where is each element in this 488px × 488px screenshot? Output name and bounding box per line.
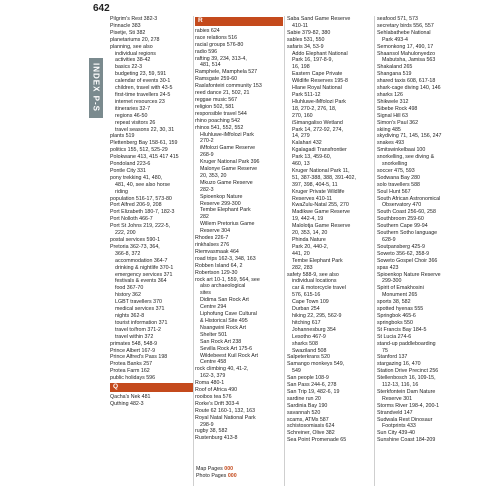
index-subentry: Centre 294 — [200, 304, 227, 311]
index-entry: rinkhalses 276 — [195, 242, 230, 248]
index-entry: springboks 550 — [377, 319, 413, 326]
index-entry: soccer 475, 593 — [377, 167, 415, 174]
index-subentry: activities 38-42 — [115, 57, 151, 64]
index-entry: Riemvasmaak 464 — [195, 248, 239, 255]
index-subentry: itineraries 32-7 — [115, 105, 151, 112]
index-subentry: first-time travellers 24-5 — [115, 91, 171, 98]
index-subentry: medical services 371 — [115, 306, 165, 313]
index-entry: reggae music 567 — [195, 96, 238, 103]
index-subentry: Observatory 470 — [382, 202, 422, 209]
index-subentry: 481, 514 — [200, 62, 221, 69]
index-subentry: 162-3, 379 — [200, 373, 226, 380]
index-subentry: Didima San Rock Art — [200, 297, 249, 304]
index-subentry: drinking & nightlife 370-1 — [115, 264, 174, 271]
index-entry: rock climbing 40, 41-2, — [195, 366, 249, 373]
index-subentry: Durban 254 — [292, 306, 320, 313]
index-subentry: 282, 283 — [292, 264, 313, 271]
index-entry: plants 519 — [110, 133, 135, 140]
index-entry: Station Drive Precinct 256 — [377, 368, 439, 375]
index-entry: solo travellers 588 — [377, 181, 420, 188]
index-entry: Protea Banks 257 — [110, 361, 153, 368]
index-entry: Southern Cape 99-94 — [377, 223, 428, 230]
index-entry: skydiving 71, 145, 156, 247 — [377, 133, 442, 140]
index-entry: Ramsgate 259-60 — [195, 76, 238, 83]
index-subentry: Reserve 304 — [200, 228, 231, 235]
index-entry: Sun City 439-40 — [377, 430, 415, 437]
index-entry: Schreiner, Olive 382 — [287, 430, 335, 437]
index-subentry: Willem Pretorius Game — [200, 221, 255, 228]
index-subentry: 268-9 — [200, 152, 214, 159]
index-entry: scams, ATMs 587 — [287, 416, 329, 423]
index-side-tab — [89, 58, 103, 118]
index-entry: snakes 493 — [377, 140, 405, 147]
index-entry: St Francis Bay 184-5 — [377, 326, 427, 333]
index-subentry: travel within 372 — [115, 333, 154, 340]
index-subentry: Phinda Nature — [292, 237, 326, 243]
index-subentry: 270, 160 — [292, 112, 313, 119]
index-entry: St Lucia 274-6 — [377, 333, 412, 340]
index-entry: San Pass 244-6, 278 — [287, 382, 337, 389]
index-subentry: calendar of events 30-1 — [115, 78, 171, 85]
index-subentry: hitching 617 — [292, 319, 321, 326]
index-entry: sharks 126 — [377, 91, 403, 98]
index-subentry: tourist information 371 — [115, 319, 168, 326]
index-entry: Port Nolloth 466-7 — [110, 216, 153, 223]
index-subentry: basics 22-3 — [115, 64, 143, 71]
index-entry: Rorke's Drift 303-4 — [195, 400, 239, 407]
index-subentry: Liphofung Cave Cultural — [200, 311, 257, 318]
index-entry: public holidays 596 — [110, 375, 156, 382]
index-entry: safaris 34, 53-9 — [287, 43, 324, 50]
index-entry: stand-up paddleboarding — [377, 340, 436, 347]
index-entry: spas 423 — [377, 264, 399, 271]
index-subentry: Mabutsha, Jamisa 563 — [382, 57, 436, 64]
index-subentry: Madikwe Game Reserve — [292, 209, 350, 216]
column-divider — [284, 16, 285, 486]
index-column-4 — [377, 16, 467, 444]
index-subentry: 18, 270-2, 276, 18, — [292, 105, 337, 112]
index-entry: pony trekking 41, 480, — [110, 174, 163, 181]
index-subentry: 481, 40, see also horse — [115, 181, 171, 188]
index-entry: savannah 520 — [287, 409, 321, 416]
index-entry: racial groups 576-80 — [195, 41, 244, 48]
index-subentry: 20, 353, 20 — [200, 172, 227, 179]
index-subentry: 14, 279 — [292, 133, 310, 140]
index-subentry: travel to/from 371-2 — [115, 326, 161, 333]
index-entry: primates 548, 548-9 — [110, 340, 158, 347]
index-subentry: Park 493-4 — [382, 36, 408, 43]
index-entry: Prince Albert 167-9 — [110, 347, 156, 354]
index-entry: Strandveld 147 — [377, 409, 413, 416]
index-entry: rugby 38, 582 — [195, 428, 228, 435]
index-letter-heading: Q — [110, 383, 194, 392]
index-subentry: 576, 615-16 — [292, 292, 321, 299]
index-entry: San people 108-9 — [287, 375, 329, 382]
index-subentry: Park 13, 459-60, — [292, 154, 332, 161]
index-subentry: riding — [115, 188, 128, 195]
index-entry: radio 596 — [195, 48, 218, 55]
index-entry: Sabie 379-82, 380 — [287, 29, 331, 36]
index-entry: Salpeterkrans 520 — [287, 354, 330, 361]
index-subentry: Park 14, 272-92, 274, — [292, 126, 343, 133]
index-entry: postal services 590-1 — [110, 237, 161, 243]
index-subentry: KwaZulu-Natal 255, 270 — [292, 202, 349, 209]
index-subentry: iSimangaliso Wetland — [292, 119, 343, 126]
index-subentry: Monument 265 — [382, 292, 418, 299]
side-tab-label: INDEX P-S — [91, 63, 101, 113]
index-subentry: 549 — [292, 368, 301, 375]
index-entry: rock art 10-1, 559, 564, see — [195, 276, 260, 283]
index-entry: Pontle City 331 — [110, 167, 146, 174]
index-entry: Sunshine Coast 184-209 — [377, 437, 436, 444]
index-subentry: Park 16, 197-8-9, — [292, 57, 333, 64]
index-entry: safety 588-9, see also — [287, 271, 339, 278]
index-subentry: Reserve 299-300 — [200, 200, 241, 207]
index-subentry: Malolotja Game Reserve — [292, 223, 351, 230]
index-subentry: 16, 198 — [292, 64, 310, 71]
index-subentry: Kruger National Park 396 — [200, 159, 260, 166]
index-entry: Royal Natal National Park — [195, 414, 256, 421]
index-entry: rafting 39, 234, 313-4, — [195, 55, 247, 62]
index-entry: sardine run 20 — [287, 395, 321, 402]
index-subentry: Addo Elephant National — [292, 50, 348, 57]
index-entry: shark-cage diving 140, 146 — [377, 85, 441, 92]
index-entry: spotted hyenas 555 — [377, 306, 424, 313]
index-subentry: 112-13, 116, 16 — [382, 382, 419, 389]
index-entry: Roof of Africa 490 — [195, 387, 238, 394]
index-entry: Smitswinkelbaai 100 — [377, 147, 426, 154]
index-entry: Qacha's Nek 481 — [110, 393, 151, 400]
index-subentry: 75 — [382, 347, 388, 354]
index-subentry: Cape Town 109 — [292, 299, 329, 306]
index-subentry: Shelter 501 — [200, 331, 228, 338]
index-entry: Soul Hunt 567 — [377, 188, 411, 195]
index-subentry: sites — [200, 290, 211, 297]
index-subentry: 441, 20 — [292, 250, 310, 257]
index-subentry: internet resources 23 — [115, 98, 165, 105]
index-subentry: 397, 398, 404-5, 11 — [292, 181, 338, 188]
index-subentry: 628-9 — [382, 237, 396, 243]
index-subentry: Kruger National Park 11, — [292, 167, 350, 174]
index-entry: planetariums 20, 278 — [110, 36, 160, 43]
index-subentry: Reserves 410-11 — [292, 195, 332, 202]
index-entry: Spioenkop Nature Reserve — [377, 271, 441, 278]
index-entry: Pilgrim's Rest 382-3 — [110, 16, 158, 22]
index-entry: Rustenburg 413-8 — [195, 435, 238, 442]
index-entry: Semonkong 17, 490, 17 — [377, 43, 434, 50]
index-subentry: San Rock Art 238 — [200, 338, 242, 345]
index-entry: Storms River 198-4, 200-1 — [377, 402, 440, 409]
index-subentry: Hlane Royal National — [292, 85, 342, 92]
index-subentry: 51, 387-388, 388, 391-402, — [292, 174, 356, 181]
legend-photo-label: Photo Pages — [196, 473, 227, 479]
index-subentry: Kalahari 432 — [292, 140, 322, 147]
index-subentry: Hluhluwe-iMfolozi Park — [200, 131, 254, 138]
index-subentry: food 367-70 — [115, 285, 144, 292]
index-subentry: & Historical Site 495 — [200, 317, 248, 324]
index-subentry: individual locations — [292, 278, 337, 285]
index-column-1 — [110, 16, 194, 408]
column-divider — [374, 16, 375, 486]
index-entry: South African Astronomical — [377, 195, 441, 202]
index-entry: Stellenbosch 16, 109-15, — [377, 375, 436, 382]
index-entry: sables 531, 550 — [287, 36, 325, 43]
index-subentry: Wildlife Reserves 195-8 — [292, 78, 348, 85]
index-subentry: Lesotho 467-9 — [292, 333, 326, 340]
index-entry: Rhodes 226-7 — [195, 235, 229, 242]
index-subentry: nights 362-8 — [115, 312, 145, 319]
index-subentry: Spioenkop Nature — [200, 193, 243, 200]
index-subentry: Park 20, 440-2, — [292, 243, 329, 250]
index-entry: stargazing 16, 470 — [377, 361, 421, 368]
index-entry: San Trip 19, 482-6, 19 — [287, 388, 340, 395]
index-entry: Saba Sand Game Reserve — [287, 16, 351, 22]
index-subentry: hiking 22, 295, 562-9 — [292, 312, 342, 319]
index-entry: Soutpansberg 425-9 — [377, 243, 426, 250]
legend-map-pages — [196, 466, 237, 473]
index-subentry: 270-2 — [200, 138, 214, 145]
index-entry: Springbok 465-6 — [377, 312, 416, 319]
index-entry: road trips 162-3, 348, 163 — [195, 255, 256, 262]
column-divider — [193, 16, 194, 486]
index-subentry: Nsangwini Rock Art — [200, 324, 246, 331]
index-entry: sports 38, 582 — [377, 299, 411, 306]
index-entry: secretary birds 556, 557 — [377, 22, 434, 29]
index-subentry: Kgalagadi Transfrontier — [292, 147, 347, 154]
index-subentry: regions 46-50 — [115, 112, 148, 119]
index-entry: population 516-17, 573-80 — [110, 195, 172, 202]
index-entry: Samango monkeys 549, — [287, 361, 345, 368]
index-entry: Sibebe Rock 498 — [377, 105, 418, 112]
index-subentry: Tembe Elephant Park — [200, 207, 251, 214]
index-entry: Shakaland 265 — [377, 64, 413, 71]
index-entry: rhinos 541, 552, 552 — [195, 124, 244, 131]
index-entry: Sudwala Rest Dinosaur — [377, 416, 433, 423]
index-subentry: iMfolozi Game Reserve — [200, 145, 256, 152]
legend-map-label: Map Pages — [196, 466, 223, 472]
index-entry: Pondoland 223-6 — [110, 161, 151, 168]
index-entry: Soweto 356-62, 358-9 — [377, 250, 430, 257]
index-entry: Raslafonteiri community 153 — [195, 83, 262, 90]
index-subentry: Eastern Cape Private — [292, 71, 343, 78]
index-entry: shared taxis 608, 617-18 — [377, 78, 436, 85]
index-entry: Sterkfontein Dam Nature — [377, 388, 436, 395]
index-subentry: Kruger Private Wildlife — [292, 188, 345, 195]
index-entry: Port St Johns 219, 222-5, — [110, 223, 171, 230]
index-subentry: travel seasons 22, 30, 31 — [115, 126, 175, 133]
index-subentry: Johannesburg 354 — [292, 326, 336, 333]
index-subentry: history 362 — [115, 292, 141, 299]
index-entry: Sardinia Bay 190 — [287, 402, 328, 409]
index-subentry: 299-300 — [382, 278, 402, 285]
index-entry: Robben Island 64, 2 — [195, 262, 243, 269]
index-entry: Pretoria 362-73, 364, — [110, 243, 160, 250]
index-entry: Simon's Paul 362 — [377, 119, 419, 126]
index-entry: rhino poaching 542 — [195, 117, 241, 124]
index-subentry: Mkuzo Game Reserve — [200, 179, 253, 186]
index-subentry: budgeting 23, 59, 591 — [115, 71, 167, 78]
index-entry: Polokwane 413, 415 417 415 — [110, 154, 179, 161]
index-subentry: also archaeological — [200, 283, 246, 290]
index-entry: responsible travel 544 — [195, 110, 247, 117]
index-subentry: emergency services 371 — [115, 271, 173, 278]
legend-photo-value: 000 — [227, 473, 237, 479]
index-entry: race relations 516 — [195, 34, 238, 41]
index-subentry: Swaziland 508 — [292, 347, 327, 354]
index-entry: Roma 480-1 — [195, 380, 225, 387]
index-subentry: Malonye Game Reserve — [200, 166, 258, 173]
index-subentry: 298-9 — [200, 421, 214, 428]
index-entry: skiing 485 — [377, 126, 401, 133]
index-subentry: car & motorcycle travel — [292, 285, 346, 292]
index-subentry: 19, 442-4, 19 — [292, 216, 324, 223]
index-column-2 — [195, 16, 283, 442]
index-entry: planning, see also — [110, 43, 153, 50]
index-subentry: Tembe Elephant Park — [292, 257, 343, 264]
index-subentry: 460, 13 — [292, 161, 310, 168]
index-entry: Route 62 160-1, 132, 163 — [195, 407, 256, 414]
index-subentry: Centre 458 — [200, 359, 227, 366]
index-subentry: sharks 508 — [292, 340, 318, 347]
index-subentry: snorkelling — [382, 161, 408, 168]
index-entry: Southbroom 259-60 — [377, 216, 424, 223]
index-entry: seafood 571, 573 — [377, 16, 418, 22]
index-subentry: LGBT travellers 370 — [115, 299, 163, 306]
index-entry: Robertson 129-30 — [195, 269, 238, 276]
index-entry: Prince Alfred's Pass 198 — [110, 354, 168, 361]
index-entry: Spirit of Emakhosini — [377, 285, 424, 292]
index-entry: Shikwele 312 — [377, 98, 409, 105]
index-entry: snorkelling, see diving & — [377, 154, 435, 161]
index-entry: Ramphele, Mamphela 527 — [195, 69, 258, 76]
page-legend — [196, 466, 237, 480]
index-subentry: Footprints 433 — [382, 423, 416, 430]
index-subentry: festivals & events 364 — [115, 278, 167, 285]
index-subentry: Sevilla Rock Art 175-6 — [200, 345, 253, 352]
index-entry: Stanford 137 — [377, 354, 408, 361]
index-entry: Quthing 482-3 — [110, 400, 144, 407]
index-entry: rabies 624 — [195, 27, 220, 34]
index-subentry: 366-8, 372 — [115, 250, 141, 257]
index-subentry: Park 511-12 — [292, 91, 321, 98]
index-entry: Protea Farm 162 — [110, 368, 150, 375]
index-entry: politics 155, 512, 525-29 — [110, 147, 168, 154]
index-letter-heading: R — [195, 17, 283, 26]
index-entry: Signal Hill 63 — [377, 112, 408, 119]
index-subentry: 282-3 — [200, 186, 214, 193]
index-entry: Port Alfred 206-9, 208 — [110, 202, 162, 209]
index-entry: schistosomiasis 624 — [287, 423, 335, 430]
index-subentry: Hluhluwe-iMfolozi Park — [292, 98, 346, 105]
index-subentry: individual regions — [115, 50, 156, 57]
index-subentry: Wildebeest Kuil Rock Art — [200, 352, 258, 359]
index-subentry: repeat visitors 26 — [115, 119, 156, 126]
index-entry: Pinnacle 383 — [110, 22, 141, 29]
legend-map-value: 000 — [224, 466, 234, 472]
index-column-3 — [287, 16, 373, 444]
index-entry: Shaansol Mahulonyedzo — [377, 50, 436, 57]
index-subentry: children, travel with 43-5 — [115, 85, 173, 92]
index-entry: South Coast 256-60, 258 — [377, 209, 436, 216]
index-entry: Soweto Gospel Choir 366 — [377, 257, 438, 264]
index-entry: Southern Sotho language — [377, 230, 438, 237]
index-subentry: 222, 200 — [115, 230, 136, 237]
legend-photo-pages — [196, 473, 237, 480]
index-subentry: Reserve 301 — [382, 395, 413, 402]
index-entry: Port Elizabeth 180-7, 182-3 — [110, 209, 175, 216]
index-entry: rooibos tea 576 — [195, 393, 232, 400]
index-entry: Sodwana Bay 280 — [377, 174, 420, 181]
index-subentry: 282 — [200, 214, 209, 221]
index-entry: reed dance 21, 502, 21 — [195, 90, 250, 97]
index-entry: Shangana 519 — [377, 71, 412, 78]
index-subentry: 410-11 — [292, 22, 309, 29]
index-entry: Pisetje, Sti 382 — [110, 29, 146, 36]
index-entry: Sea Point Promenade 65 — [287, 437, 347, 444]
index-entry: Sehlabathebe National — [377, 29, 431, 36]
index-entry: religion 502, 581 — [195, 103, 235, 110]
index-subentry: accommodation 364-7 — [115, 257, 168, 264]
index-entry: Plettenberg Bay 158-61, 159 — [110, 140, 178, 147]
page-number: 642 — [93, 3, 110, 14]
index-subentry: 20, 353, 14, 20 — [292, 230, 328, 237]
